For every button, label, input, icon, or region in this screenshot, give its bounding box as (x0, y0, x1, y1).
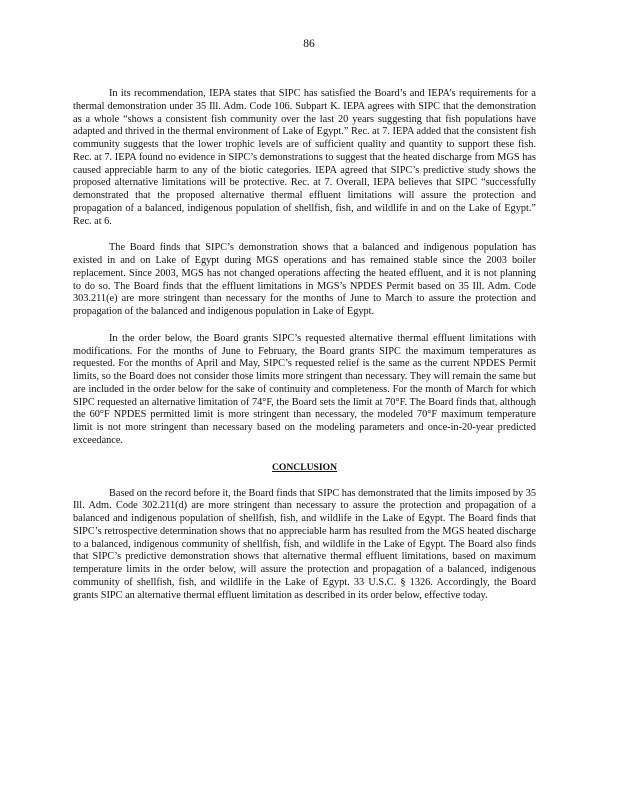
section-heading-text: CONCLUSION (271, 461, 338, 473)
page-number: 86 (303, 38, 315, 50)
body-text (73, 88, 536, 602)
paragraph-order-below: In the order below, the Board grants SIPC’s requested alternative thermal effluent limitations with modifications. For the months of June to February, the Board grants SIPC the maximum temperatures as requested. For the months of April and May, SIPC’s requested relief is the same as the current NPDES Permit limits, so the Board does not consider those limits more stringent than necessary. They will remain the same but are included in the order below for the sake of continuity and completeness. For the month of March for which SIPC requested an alternative limitation of 74°F, the Board sets the limit at 70°F. The Board finds that, although the 60°F NPDES permitted limit is more stringent than necessary, the modeled 70°F maximum temperature limit is not more stringent than necessary based on the modeling parameters and once-in-20-year predicted exceedance. (73, 332, 536, 446)
section-heading (73, 462, 536, 474)
paragraph-iepa-recommendation: In its recommendation, IEPA states that SIPC has satisfied the Board’s and IEPA’s requirements for a thermal demonstration under 35 Ill. Adm. Code 106. Subpart K. IEPA agrees with SIPC that the demonstration as a whole “shows a consistent fish community over the last 20 years suggesting that fish populations have adapted and thrived in the thermal environment of Lake of Egypt.” Rec. at 7. IEPA added that the consistent fish community suggests that the lower trophic levels are of sufficient quality and quantity to support these fish. Rec. at 7. IEPA found no evidence in SIPC’s demonstrations to suggest that the heated discharge from MGS has caused appreciable harm to any of the biotic categories. IEPA agreed that SIPC’s predictive study shows the proposed alternative limitations will be protective. Rec. at 7. Overall, IEPA believes that SIPC “successfully demonstrated that the proposed alternative thermal effluent limitations will assure the protection and propagation of a balanced, indigenous population of shellfish, fish, and wildlife in and on the Lake of Egypt.” Rec. at 6. (73, 88, 536, 227)
paragraph-conclusion: Based on the record before it, the Board finds that SIPC has demonstrated that the limits imposed by 35 Ill. Adm. Code 302.211(d) are more stringent than necessary to assure the protection and propagation of a balanced and indigenous population of shellfish, fish, and wildlife in the Lake of Egypt. The Board finds that SIPC’s retrospective determination shows that no appreciable harm has resulted from the MGS heated discharge to a balanced, indigenous community of shellfish, fish, and wildlife in the Lake of Egypt. The Board also finds that SIPC’s predictive demonstration shows that alternative thermal effluent limitations, based on maximum temperature limits in the order below, will assure the protection and propagation of a balanced, indigenous community of shellfish, fish, and wildlife in the Lake of Egypt. 33 U.S.C. § 1326. Accordingly, the Board grants SIPC an alternative thermal effluent limitation as described in its order below, effective today. (73, 487, 536, 601)
paragraph-board-finds-demonstration: The Board finds that SIPC’s demonstration shows that a balanced and indigenous population has existed in and on Lake of Egypt during MGS operations and has remained stable since the 2003 boiler replacement. Since 2003, MGS has not changed operations affecting the heated effluent, and it is not planning to do so. The Board finds that the effluent limitations in MGS’s NPDES Permit based on 35 Ill. Adm. Code 303.211(e) are more stringent than necessary for the months of June to March to assure the protection and propagation of the balanced and indigenous population in Lake of Egypt. (73, 242, 536, 317)
